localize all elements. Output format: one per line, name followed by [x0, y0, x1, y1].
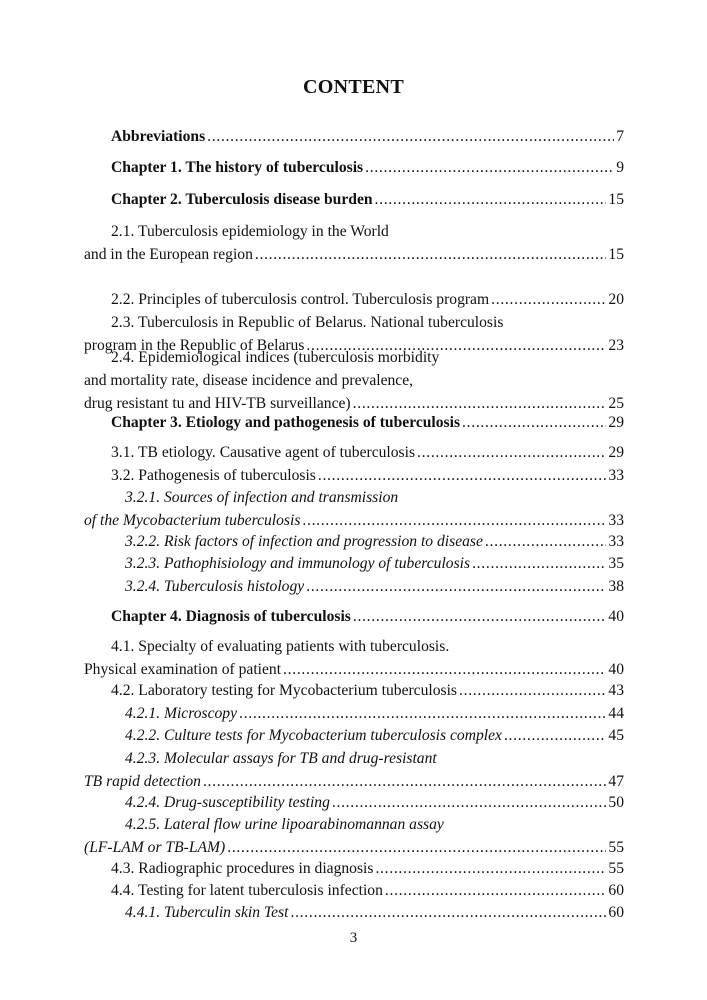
toc-page-number: 7 — [616, 128, 624, 145]
dot-leader — [207, 126, 614, 148]
toc-entry-title: 4.2.3. Molecular assays for TB and drug-resistant — [125, 750, 437, 767]
toc-page-number: 40 — [608, 608, 624, 625]
toc-page-number: 15 — [608, 191, 624, 208]
dot-leader — [203, 771, 606, 793]
toc-entry-title: 4.2.1. Microscopy — [125, 705, 238, 722]
toc-entry-title: Chapter 3. Etiology and pathogenesis of tuberculosis — [111, 414, 461, 431]
dot-leader — [504, 725, 606, 747]
toc-entry-title: 3.2.3. Pathophisiology and immunology of tuberculosis — [125, 555, 471, 572]
toc-entry-title: Abbreviations — [111, 128, 206, 145]
toc-entry-title: 2.4. Epidemiological indices (tuberculosis morbidity — [111, 349, 440, 366]
dot-leader — [417, 442, 606, 464]
toc-entry-title: 3.1. TB etiology. Causative agent of tuberculosis — [111, 444, 416, 461]
toc-page-number: 29 — [608, 414, 624, 431]
toc-section-entry — [84, 289, 624, 312]
toc-section-entry — [84, 465, 624, 488]
dot-leader — [365, 157, 614, 179]
toc-section-entry — [84, 680, 624, 703]
toc-section-entry — [84, 636, 624, 682]
toc-entry-title: Chapter 1. The history of tuberculosis — [111, 159, 364, 176]
toc-entry-title: 4.2. Laboratory testing for Mycobacterium tuberculosis — [111, 682, 458, 699]
page-number: 3 — [349, 930, 358, 946]
dot-leader — [472, 553, 606, 575]
toc-section-entry — [84, 880, 624, 903]
toc-entry-title: 4.4. Testing for latent tuberculosis infection — [111, 882, 383, 899]
dot-leader — [239, 703, 606, 725]
toc-entry-title: of the Mycobacterium tuberculosis — [84, 511, 301, 529]
toc-entry-title: TB rapid detection — [84, 772, 201, 790]
toc-subsection-entry — [84, 553, 624, 576]
toc-entry-title: 4.2.4. Drug-susceptibility testing — [125, 794, 330, 811]
toc-page-number: 38 — [608, 578, 624, 595]
toc-entry-title: 2.3. Tuberculosis in Republic of Belarus. National tuberculosis — [111, 314, 504, 331]
toc-page-number: 55 — [608, 860, 624, 877]
toc-entry-title: (LF-LAM or TB-LAM) — [84, 838, 226, 856]
toc-entry-title: 4.4.1. Tuberculin skin Test — [125, 904, 289, 921]
page-title: CONTENT — [302, 76, 404, 98]
dot-leader — [375, 189, 607, 211]
toc-page-number: 44 — [608, 705, 624, 722]
toc-entry-title: 3.2.4. Tuberculosis histology — [125, 578, 305, 595]
toc-section-entry — [84, 221, 624, 267]
toc-chapter-entry — [84, 606, 624, 629]
toc-subsection-entry — [84, 703, 624, 726]
dot-leader — [255, 244, 607, 266]
dot-leader — [375, 858, 606, 880]
toc-page-number: 35 — [608, 555, 624, 572]
toc-entry-title: 3.2.2. Risk factors of infection and progression to disease — [125, 533, 483, 550]
toc-subsection-entry — [84, 531, 624, 554]
toc-section-entry — [84, 858, 624, 881]
toc-page-number: 55 — [608, 838, 624, 856]
toc-page-number: 15 — [608, 245, 624, 263]
toc-page-number: 45 — [608, 727, 624, 744]
toc-entry-title: 2.2. Principles of tuberculosis control. Tuberculosis program — [111, 291, 490, 308]
toc-page-number: 40 — [608, 660, 624, 678]
dot-leader — [332, 792, 607, 814]
toc-entry-title: 4.2.5. Lateral flow urine lipoarabinomannan assay — [125, 816, 444, 833]
toc-section-entry — [84, 347, 624, 415]
toc-entry-title: drug resistant tu and HIV-TB surveillance) — [84, 394, 351, 412]
toc-page-number: 43 — [608, 682, 624, 699]
dot-leader — [485, 531, 606, 553]
toc-subsection-entry — [84, 487, 624, 533]
toc-page-number: 50 — [608, 794, 624, 811]
toc-page-number: 60 — [608, 882, 624, 899]
dot-leader — [283, 659, 606, 681]
toc-page-number: 23 — [608, 336, 624, 354]
toc-page-number: 20 — [608, 291, 624, 308]
toc-page-number: 25 — [608, 394, 624, 412]
toc-chapter-entry — [84, 189, 624, 212]
dot-leader — [491, 289, 606, 311]
toc-subsection-entry — [84, 902, 624, 925]
dot-leader — [385, 880, 607, 902]
dot-leader — [459, 680, 606, 702]
toc-chapter-entry — [84, 412, 624, 435]
dot-leader — [353, 606, 607, 628]
toc-entry-title: 3.2. Pathogenesis of tuberculosis — [111, 467, 316, 484]
toc-entry-title: Physical examination of patient — [84, 660, 282, 678]
toc-page-number: 33 — [608, 511, 624, 529]
toc-entry-title: 4.2.2. Culture tests for Mycobacterium tuberculosis complex — [125, 727, 502, 744]
toc-page-number: 60 — [608, 904, 624, 921]
toc-page-number: 29 — [608, 444, 624, 461]
toc-entry-title: 2.1. Tuberculosis epidemiology in the World — [111, 223, 389, 240]
toc-page-number: 47 — [608, 772, 624, 790]
toc-section-entry — [84, 442, 624, 465]
toc-subsection-entry — [84, 748, 624, 794]
dot-leader — [290, 902, 606, 924]
toc-subsection-entry — [84, 792, 624, 815]
dot-leader — [306, 576, 606, 598]
toc-subsection-entry — [84, 814, 624, 860]
toc-entry-title: program in the Republic of Belarus — [84, 336, 305, 354]
toc-chapter-entry — [84, 126, 624, 149]
toc-entry-title: Chapter 2. Tuberculosis disease burden — [111, 191, 373, 208]
dot-leader — [227, 837, 606, 859]
toc-subsection-entry — [84, 576, 624, 599]
toc-entry-title: and mortality rate, disease incidence and prevalence, — [84, 371, 414, 389]
toc-entry-title: 4.3. Radiographic procedures in diagnosis — [111, 860, 374, 877]
dot-leader — [318, 465, 607, 487]
toc-chapter-entry — [84, 157, 624, 180]
dot-leader — [462, 412, 606, 434]
toc-page-number: 9 — [616, 159, 624, 176]
toc-page-number: 33 — [608, 533, 624, 550]
toc-subsection-entry — [84, 725, 624, 748]
toc-entry-title: 4.1. Specialty of evaluating patients with tuberculosis. — [111, 638, 450, 655]
toc-entry-title: Chapter 4. Diagnosis of tuberculosis — [111, 608, 351, 625]
toc-entry-title: and in the European region — [84, 245, 253, 263]
toc-entry-title: 3.2.1. Sources of infection and transmission — [125, 489, 399, 506]
dot-leader — [302, 510, 606, 532]
toc-page-number: 33 — [608, 467, 624, 484]
